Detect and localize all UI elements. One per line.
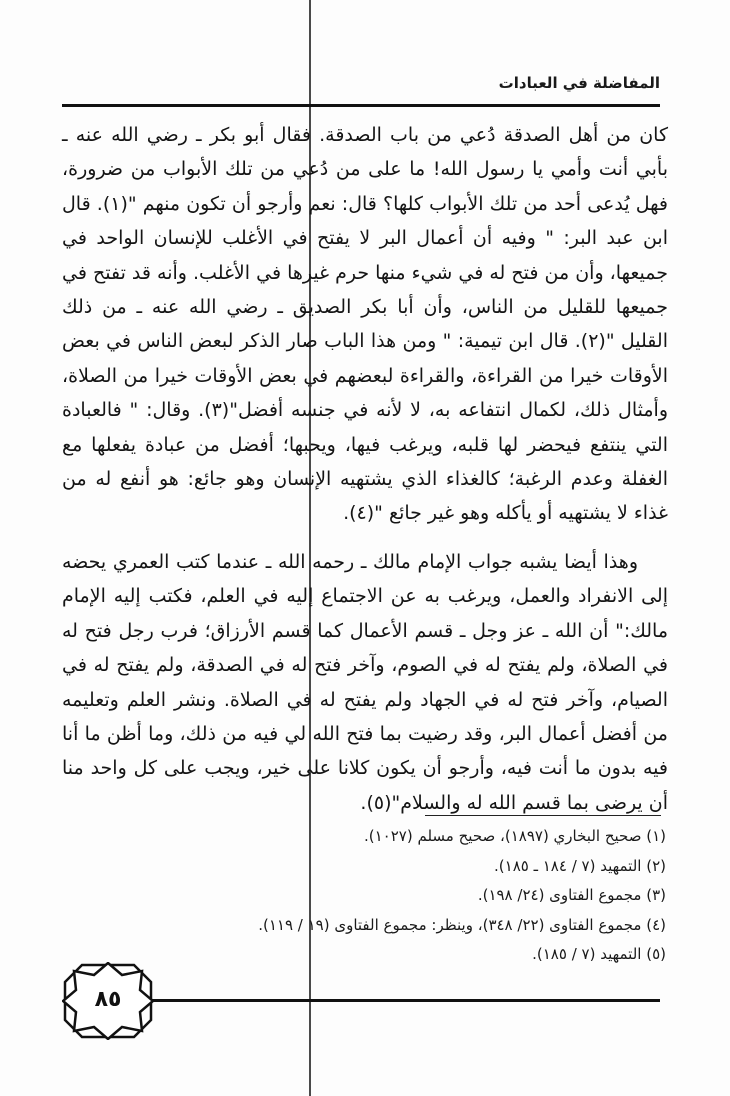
footnote-2: (٢) التمهيد (٧ / ١٨٤ ـ ١٨٥). (494, 856, 666, 875)
footnote-1: (١) صحيح البخاري (١٨٩٧)، صحيح مسلم (١٠٢٧). (364, 827, 666, 845)
paragraph-2: وهذا أيضا يشبه جواب الإمام مالك ـ رحمه الله ـ عندما كتب العمري يحضه إلى الانفراد والعمل، ويرغب به عن الاجتماع إليه في العلم، فكتب إليه الإمام مالك:" أن الله ـ عز وجل ـ قسم الأعمال كما قسم الأرزاق؛ فرب رجل فتح له في الصلاة، ولم يفتح له في الصوم، وآخر فتح له في الصدقة، ولم يفتح له في الصيام، وآخر فتح له في الجهاد ولم يفتح له في الصلاة. ونشر العلم وتعليمه من أفضل أعمال البر، وقد رضيت بما فتح الله لي فيه من ذلك، وما أظن ما أنا فيه بدون ما أنت فيه، وأرجو أن يكون كلانا على خير، ويجب على كل واحد منا أن يرضى بما قسم الله له والسلام"(٥). (62, 550, 668, 814)
footnote-4: (٤) مجموع الفتاوى (٢٢/ ٣٤٨)، وينظر: مجموع الفتاوى (١٩ / ١١٩). (258, 915, 666, 934)
page-number-badge (62, 962, 154, 1040)
body-text (62, 118, 668, 820)
running-header (60, 72, 660, 102)
footnote-3: (٣) مجموع الفتاوى (٢٤/ ١٩٨). (477, 886, 666, 904)
footnote-separator (425, 815, 661, 816)
footnotes (80, 822, 666, 970)
header-rule (62, 104, 660, 107)
page-number: ٨٥ (94, 987, 122, 1012)
footer-rule (152, 999, 660, 1002)
running-title: المفاضلة في العبادات (498, 74, 660, 92)
paragraph-1: كان من أهل الصدقة دُعي من باب الصدقة. فقال أبو بكر ـ رضي الله عنه ـ بأبي أنت وأمي يا رسول الله! ما على من دُعي من تلك الأبواب من ضرورة، فهل يُدعى أحد من تلك الأبواب كلها؟ قال: نعم وأرجو أن تكون منهم "(١). قال ابن عبد البر: " وفيه أن أعمال البر لا يفتح في الأغلب للإنسان الواحد في جميعها، وأن من فتح له في شيء منها حرم غيرها في الأغلب. وأنه قد تفتح في جميعها للقليل من الناس، وأن أبا بكر الصديق ـ رضي الله عنه ـ من ذلك القليل "(٢). قال ابن تيمية: " ومن هذا الباب صار الذكر لبعض الناس في بعض الأوقات خيرا من القراءة، والقراءة لبعضهم في بعض الأوقات خيرا من الصلاة، وأمثال ذلك، لكمال انتفاعه به، لا لأنه في جنسه أفضل"(٣). وقال: " فالعبادة التي ينتفع فيحضر لها قلبه، ويرغب فيها، ويحبها؛ أفضل من عبادة يفعلها مع الغفلة وعدم الرغبة؛ كالغذاء الذي يشتهيه الإنسان وهو جائع: هو أنفع له من غذاء لا يشتهيه أو يأكله وهو غير جائع "(٤). (62, 124, 669, 525)
footnote-5: (٥) التمهيد (٧ / ١٨٥). (532, 945, 666, 963)
